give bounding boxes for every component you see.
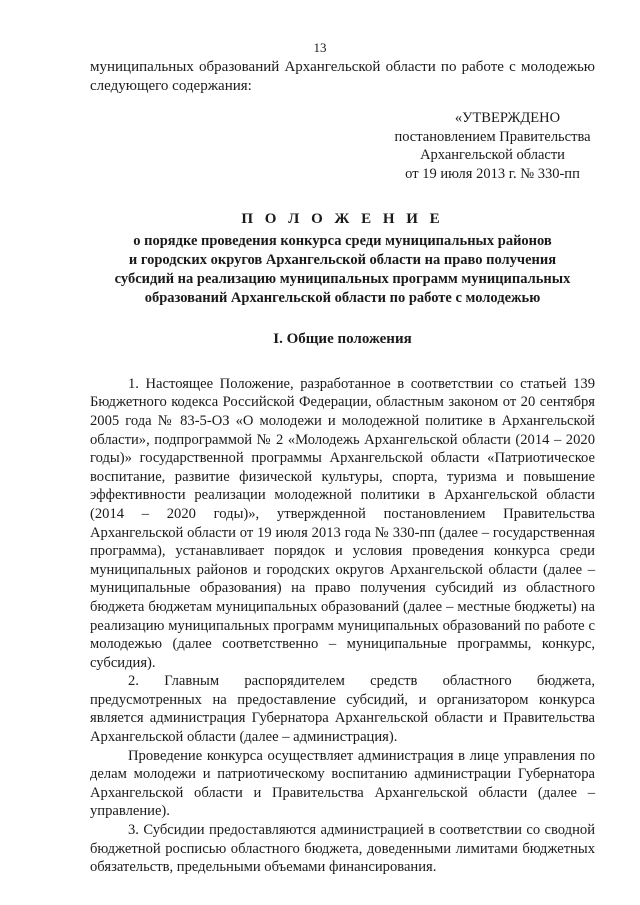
paragraph-2-continued: Проведение конкурса осуществляет администрация в лице управления по делам молодежи и патриотическому воспитанию администрации Губернатора Архангельской области и Правительства Архангельской области (далее – управление). <box>90 747 595 820</box>
intro-paragraph: муниципальных образований Архангельской области по работе с молодежью следующего содержания: <box>90 59 595 94</box>
section-heading: I. Общие положения <box>273 331 412 348</box>
subtitle-line: и городских округов Архангельской области на право получения <box>128 252 557 269</box>
approval-line: «УТВЕРЖДЕНО <box>454 110 561 127</box>
subtitle-line: субсидий на реализацию муниципальных программ муниципальных <box>114 271 571 288</box>
document-subtitle <box>90 232 595 308</box>
approval-line: постановлением Правительства <box>394 128 591 145</box>
subtitle-line: образований Архангельской области по работе с молодежью <box>144 290 541 307</box>
document-body <box>90 58 595 877</box>
paragraph-2: 2. Главным распорядителем средств областного бюджета, предусмотренных на предоставление субсидий, и организатором конкурса является администрация Губернатора Архангельской области и Правительства Архангельской области (далее – администрация). <box>90 673 595 746</box>
document-title: П О Л О Ж Е Н И Е <box>241 211 444 228</box>
paragraph-1: 1. Настоящее Положение, разработанное в соответствии со статьей 139 Бюджетного кодекса Российской Федерации, областным законом от 20 сентября 2005 года № 83-5-ОЗ «О молодежи и молодежной политике в Архангельской области», подпрограммой № 2 «Молодежь Архангельской области (2014 – 2020 годы)» государственной программы Архангельской области «Патриотическое воспитание, развитие физической культуры, спорта, туризма и повышение эффективности реализации молодежной политики в Архангельской области (2014 – 2020 годы)», утвержденной постановлением Правительства Архангельской области от 19 июля 2013 года № 330-пп (далее – государственная программа), устанавливает порядок и условия проведения конкурса среди муниципальных районов и городских округов Архангельской области (далее – муниципальные образования) на право получения субсидий из областного бюджета бюджетам муниципальных образований (далее – местные бюджеты) на реализацию муниципальных программ муниципальных образований по работе с молодежью (далее соответственно – муниципальные программы, конкурс, субсидия). <box>90 375 595 671</box>
page-number: 13 <box>313 40 327 55</box>
approval-stamp <box>90 109 595 183</box>
approval-line: Архангельской области <box>420 147 565 164</box>
approval-line: от 19 июля 2013 г. № 330-пп <box>405 165 580 182</box>
subtitle-line: о порядке проведения конкурса среди муниципальных районов <box>133 233 552 250</box>
paragraph-3: 3. Субсидии предоставляются администрацией в соответствии со сводной бюджетной росписью областного бюджета, доведенными лимитами бюджетных обязательств, предельными объемами финансирования. <box>90 822 595 876</box>
